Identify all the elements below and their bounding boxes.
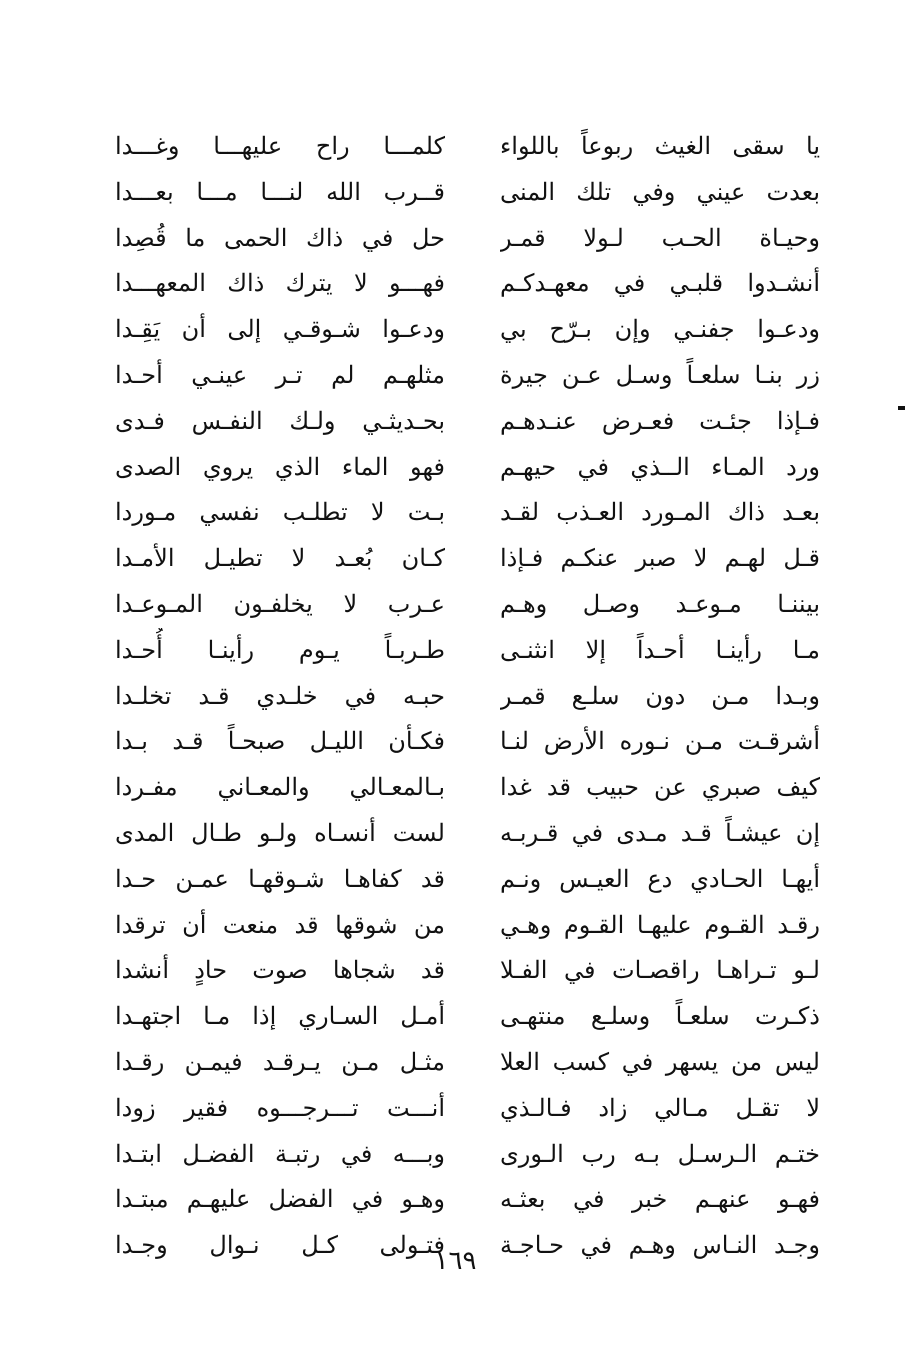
verse-second-hemistich: أمـل السـاري إذا مـا اجتهـدا (115, 1002, 445, 1031)
verse-first-hemistich: أنشـدوا قلبـي في معهـدكـم (500, 269, 820, 298)
verse-13 (100, 674, 830, 720)
verse-23 (100, 1132, 830, 1178)
verse-first-hemistich: يا سقى الغيث ربوعاً باللواء (500, 132, 820, 160)
verse-9 (100, 490, 830, 536)
verse-first-hemistich: قـل لهـم لا صبر عنكـم فـإذا (500, 544, 820, 573)
verse-second-hemistich: بـالمعـالي والمعـاني مفـردا (115, 773, 445, 802)
verse-3 (100, 216, 830, 262)
verse-second-hemistich: فهـــو لا يترك ذاك المعهـــدا (115, 269, 445, 298)
verse-second-hemistich: كـان بُعـد لا تطيـل الأمـدا (115, 544, 445, 573)
poem (100, 124, 830, 1269)
verse-first-hemistich: إن عيشـاً قـد مـدى في قـربـه (500, 818, 820, 847)
verse-5 (100, 307, 830, 353)
verse-second-hemistich: كلمـــا راح عليهـــا وغـــدا (115, 132, 445, 160)
verse-second-hemistich: حل في ذاك الحمى ما قُصِدا (115, 223, 445, 252)
verse-8 (100, 445, 830, 491)
verse-21 (100, 1040, 830, 1086)
verse-6 (100, 353, 830, 399)
verse-first-hemistich: أيهـا الحـادي دع العيـس ونـم (500, 864, 820, 893)
verse-second-hemistich: فهو الماء الذي يروي الصدى (115, 452, 445, 481)
verse-first-hemistich: أشرقـت مـن نـوره الأرض لنـا (500, 727, 820, 756)
verse-second-hemistich: عـرب لا يخلفـون المـوعـدا (115, 589, 445, 618)
verse-second-hemistich: فكـأن الليـل صبحـاً قـد بـدا (115, 727, 445, 756)
verse-4 (100, 261, 830, 307)
verse-second-hemistich: ودعـوا شـوقـي إلى أن يَقِـدا (115, 315, 445, 344)
verse-second-hemistich: أنـــت تـــرجـــوه فقير زودا (115, 1093, 445, 1122)
verse-second-hemistich: من شوقها قد منعت أن ترقدا (115, 910, 445, 939)
verse-first-hemistich: ذكـرت سلعـاً وسلـع منتهـى (500, 1002, 820, 1031)
verse-second-hemistich: قــرب الله لنـــا مـــا بعـــدا (115, 177, 445, 206)
verse-24 (100, 1177, 830, 1223)
verse-first-hemistich: زر بنـا سلعـاً وسـل عـن جيرة (500, 360, 820, 389)
verse-first-hemistich: بيننـا مـوعـد وصـل وهـم (500, 589, 820, 618)
verse-second-hemistich: حبـه في خلـدي قـد تخلـدا (115, 681, 445, 710)
verse-15 (100, 765, 830, 811)
verse-17 (100, 857, 830, 903)
verse-first-hemistich: مـا رأينـا أحـداً إلا انثنـى (500, 635, 820, 664)
verse-first-hemistich: فهـو عنهـم خبر في بعثـه (500, 1185, 820, 1214)
verse-second-hemistich: لست أنسـاه ولـو طـال المدى (115, 818, 445, 847)
verse-first-hemistich: وجـد النـاس وهـم في حـاجـة (500, 1231, 820, 1260)
verse-22 (100, 1086, 830, 1132)
verse-19 (100, 948, 830, 994)
verse-second-hemistich: قد شجاها صوت حادٍ أنشدا (115, 956, 445, 985)
verse-first-hemistich: وبـدا مـن دون سلـع قمـر (500, 681, 820, 710)
verse-2 (100, 170, 830, 216)
verse-second-hemistich: طـربـاً يـوم رأينـا أُحـدا (115, 635, 445, 664)
verse-1 (100, 124, 830, 170)
verse-second-hemistich: مثلهـم لم تـر عينـي أحـدا (115, 360, 445, 389)
margin-mark (898, 406, 905, 410)
verse-10 (100, 536, 830, 582)
verse-16 (100, 811, 830, 857)
verse-first-hemistich: رقـد القـوم عليهـا القـوم وهـي (500, 910, 820, 939)
verse-second-hemistich: بحـديثـي ولـك النفـس فـدى (115, 406, 445, 435)
verse-7 (100, 399, 830, 445)
verse-first-hemistich: لـو تـراهـا راقصـات في الفـلا (500, 956, 820, 985)
verse-second-hemistich: قد كفاهـا شـوقهـا عمـن حـدا (115, 864, 445, 893)
verse-first-hemistich: فـإذا جئـت فعـرض عنـدهـم (500, 406, 820, 435)
verse-first-hemistich: بعـد ذاك المـورد العـذب لقـد (500, 498, 820, 527)
verse-11 (100, 582, 830, 628)
page-number: ١٦٩ (434, 1246, 477, 1276)
verse-first-hemistich: ليس من يسهر في كسب العلا (500, 1047, 820, 1076)
verse-first-hemistich: كيف صبري عن حبيب قد غدا (500, 773, 820, 802)
verse-second-hemistich: مثـل مـن يـرقـد فيمـن رقـدا (115, 1047, 445, 1076)
verse-first-hemistich: ورد المـاء الــذي في حيهـم (500, 452, 820, 481)
verse-first-hemistich: ودعـوا جفنـي وإن بـرّح بي (500, 315, 820, 344)
verse-14 (100, 719, 830, 765)
verse-second-hemistich: وبـــه في رتبـة الفضـل ابتـدا (115, 1139, 445, 1168)
verse-second-hemistich: فتـولى كـل نـوال وجـدا (115, 1231, 445, 1260)
verse-20 (100, 994, 830, 1040)
verse-first-hemistich: لا تقـل مـالي زاد فـالـذي (500, 1093, 820, 1122)
verse-first-hemistich: بعدت عيني وفي تلك المنى (500, 177, 820, 206)
verse-18 (100, 903, 830, 949)
verse-first-hemistich: ختـم الـرسـل بـه رب الـورى (500, 1139, 820, 1168)
verse-12 (100, 628, 830, 674)
verse-first-hemistich: وحيـاة الحـب لـولا قمـر (500, 223, 820, 252)
verse-second-hemistich: وهـو في الفضل عليهـم مبتـدا (115, 1185, 445, 1214)
verse-second-hemistich: بـت لا تطلـب نفسي مـوردا (115, 498, 445, 527)
